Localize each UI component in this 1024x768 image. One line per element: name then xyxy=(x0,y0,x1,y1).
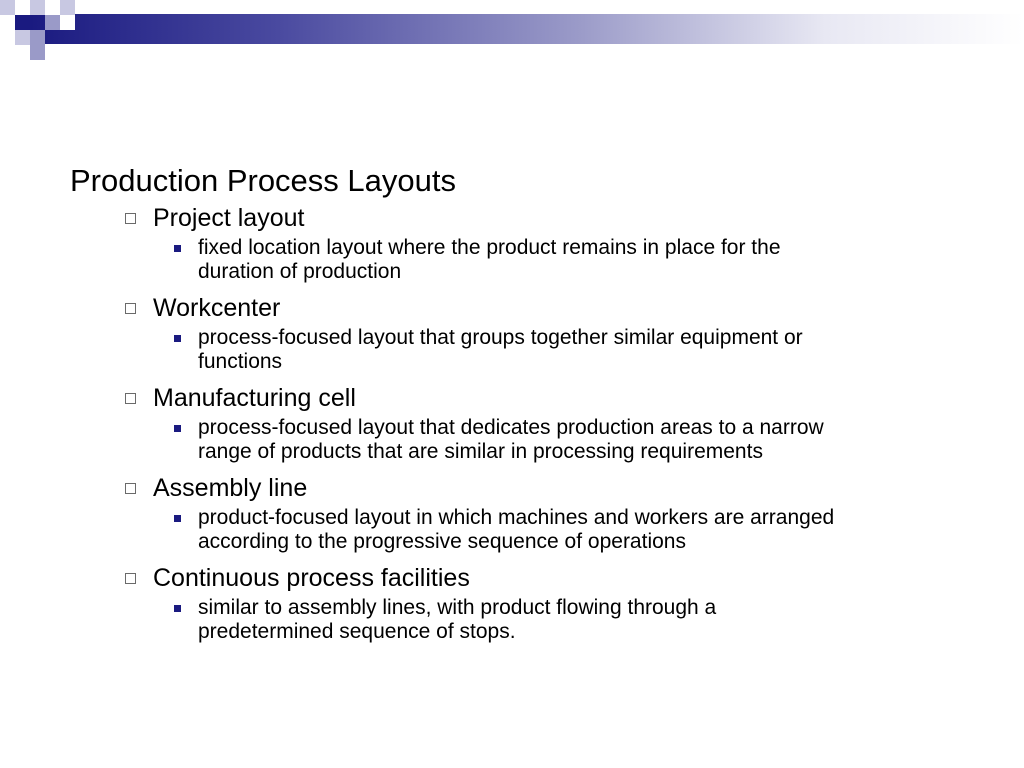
decorative-square xyxy=(45,15,60,30)
item-heading-text: Project layout xyxy=(153,204,305,232)
list-item-project-layout xyxy=(70,202,970,284)
list-item-assembly-line xyxy=(70,472,970,554)
item-detail xyxy=(70,326,838,374)
item-heading xyxy=(70,382,970,414)
decorative-square xyxy=(60,0,75,15)
solid-square-bullet-icon xyxy=(174,515,181,522)
item-heading xyxy=(70,292,970,324)
item-heading-text: Manufacturing cell xyxy=(153,384,356,412)
item-detail-text: process-focused layout that dedicates production areas to a narrow range of products that are similar in processing requirements xyxy=(198,416,824,463)
decorative-square xyxy=(15,30,30,45)
decorative-square xyxy=(30,30,45,45)
solid-square-bullet-icon xyxy=(174,605,181,612)
decorative-square xyxy=(0,30,15,45)
item-detail xyxy=(70,416,838,464)
item-detail xyxy=(70,236,838,284)
item-heading-text: Continuous process facilities xyxy=(153,564,470,592)
solid-square-bullet-icon xyxy=(174,335,181,342)
item-heading xyxy=(70,562,970,594)
hollow-square-bullet-icon xyxy=(125,303,136,314)
item-detail xyxy=(70,596,838,644)
solid-square-bullet-icon xyxy=(174,425,181,432)
header-gradient-bar xyxy=(30,14,1024,44)
solid-square-bullet-icon xyxy=(174,245,181,252)
decorative-square xyxy=(15,15,30,30)
item-heading xyxy=(70,472,970,504)
decorative-square xyxy=(60,15,75,30)
item-heading-text: Assembly line xyxy=(153,474,308,502)
decorative-square xyxy=(0,0,15,15)
decorative-square xyxy=(30,45,45,60)
hollow-square-bullet-icon xyxy=(125,573,136,584)
decorative-square xyxy=(30,0,45,15)
list-item-manufacturing-cell xyxy=(70,382,970,464)
hollow-square-bullet-icon xyxy=(125,393,136,404)
item-detail-text: similar to assembly lines, with product flowing through a predetermined sequence of stops. xyxy=(198,596,717,643)
decorative-square xyxy=(45,0,60,15)
item-heading xyxy=(70,202,970,234)
list-item-workcenter xyxy=(70,292,970,374)
header-decoration xyxy=(0,0,1024,64)
slide-content xyxy=(70,162,970,652)
hollow-square-bullet-icon xyxy=(125,213,136,224)
item-detail-text: process-focused layout that groups together similar equipment or functions xyxy=(198,326,803,373)
item-detail-text: fixed location layout where the product remains in place for the duration of production xyxy=(198,236,781,283)
item-detail xyxy=(70,506,838,554)
item-heading-text: Workcenter xyxy=(153,294,281,322)
item-detail-text: product-focused layout in which machines and workers are arranged according to the progressive sequence of operations xyxy=(198,506,835,553)
hollow-square-bullet-icon xyxy=(125,483,136,494)
slide-title: Production Process Layouts xyxy=(70,163,456,198)
list-item-continuous-process xyxy=(70,562,970,644)
